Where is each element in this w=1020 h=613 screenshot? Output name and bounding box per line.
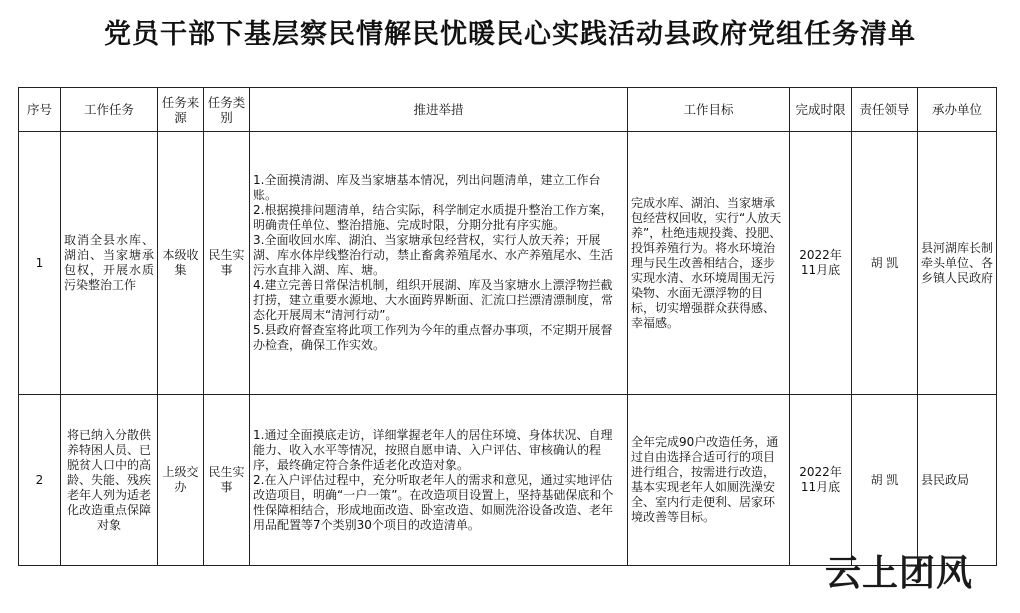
task-source: 上级交办 bbox=[158, 395, 204, 566]
row-number: 2 bbox=[19, 395, 61, 566]
table-row bbox=[19, 395, 997, 566]
responsible-leader: 胡 凯 bbox=[852, 395, 918, 566]
header-no: 序号 bbox=[19, 88, 61, 132]
header-task: 工作任务 bbox=[61, 88, 158, 132]
page-title: 党员干部下基层察民情解民忧暖民心实践活动县政府党组任务清单 bbox=[104, 19, 916, 50]
undertaking-unit: 县河湖库长制牵头单位、各乡镇人民政府 bbox=[918, 132, 997, 395]
table-header-row bbox=[19, 88, 997, 132]
measures-cell bbox=[250, 395, 628, 566]
header-deadline: 完成时限 bbox=[790, 88, 852, 132]
work-task: 将已纳入分散供养特困人员、已脱贫人口中的高龄、失能、残疾老年人列为适老化改造重点保障对象 bbox=[61, 395, 158, 566]
task-category: 民生实事 bbox=[204, 395, 250, 566]
header-leader: 责任领导 bbox=[852, 88, 918, 132]
header-unit: 承办单位 bbox=[918, 88, 997, 132]
measure-item: 4.建立完善日常保洁机制，组织开展湖、库及当家塘水上漂浮物拦截打捞，建立重要水源地、大水面跨界断面、汇流口拦漂清漂制度，常态化开展周末“清河行动”。 bbox=[253, 278, 614, 322]
responsible-leader: 胡 凯 bbox=[852, 132, 918, 395]
measure-item: 1.全面摸清湖、库及当家塘基本情况，列出问题清单，建立工作台账。 bbox=[253, 173, 601, 202]
measure-item: 2.根据摸排问题清单，结合实际，科学制定水质提升整治工作方案，明确责任单位、整治措施、完成时限，分期分批有序实施。 bbox=[253, 203, 613, 232]
row-number: 1 bbox=[19, 132, 61, 395]
watermark-logo: 云上团风 bbox=[825, 552, 974, 594]
measure-item: 1.通过全面摸底走访，详细掌握老年人的居住环境、身体状况、自理能力、收入水平等情况，按照自愿申请、入户评估、审核确认的程序，最终确定符合条件适老化改造对象。 bbox=[253, 427, 613, 472]
measure-item: 3.全面收回水库、湖泊、当家塘承包经营权，实行人放天养；开展湖、库水体岸线整治行动，禁止畜禽养殖尾水、水产养殖尾水、生活污水直排入湖、库、塘。 bbox=[253, 233, 614, 277]
measure-item: 5.县政府督查室将此项工作列为今年的重点督办事项，不定期开展督办检查，确保工作实效。 bbox=[253, 323, 613, 352]
task-list-table bbox=[18, 87, 997, 566]
measures-cell bbox=[250, 132, 628, 395]
work-goal: 完成水库、湖泊、当家塘承包经营权回收，实行“人放天养”，杜绝违规投粪、投肥、投饵养殖行为。将水环境治理与民生改善相结合，逐步实现水清、水环境周围无污染物、水面无漂浮物的目标，切实增强群众获得感、幸福感。 bbox=[628, 132, 790, 395]
header-source: 任务来源 bbox=[158, 88, 204, 132]
task-category: 民生实事 bbox=[204, 132, 250, 395]
work-goal: 全年完成90户改造任务，通过自由选择合适可行的项目进行组合，按需进行改造，基本实现老年人如厕洗澡安全、室内行走便利、居家环境改善等目标。 bbox=[628, 395, 790, 566]
deadline: 2022年11月底 bbox=[790, 132, 852, 395]
measure-item: 2.在入户评估过程中，充分听取老年人的需求和意见，通过实地评估改造项目，明确“一户一策”。在改造项目设置上，坚持基础保底和个性保障相结合，形成地面改造、卧室改造、如厕洗浴设备改造、老年用品配置等7个类别30个项目的改造清单。 bbox=[253, 472, 614, 532]
header-goal: 工作目标 bbox=[628, 88, 790, 132]
task-source: 本级收集 bbox=[158, 132, 204, 395]
table-row bbox=[19, 132, 997, 395]
deadline: 2022年11月底 bbox=[790, 395, 852, 566]
header-category: 任务类别 bbox=[204, 88, 250, 132]
undertaking-unit: 县民政局 bbox=[918, 395, 997, 566]
header-measures: 推进举措 bbox=[250, 88, 628, 132]
work-task: 取消全县水库、湖泊、当家塘承包权，开展水质污染整治工作 bbox=[61, 132, 158, 395]
